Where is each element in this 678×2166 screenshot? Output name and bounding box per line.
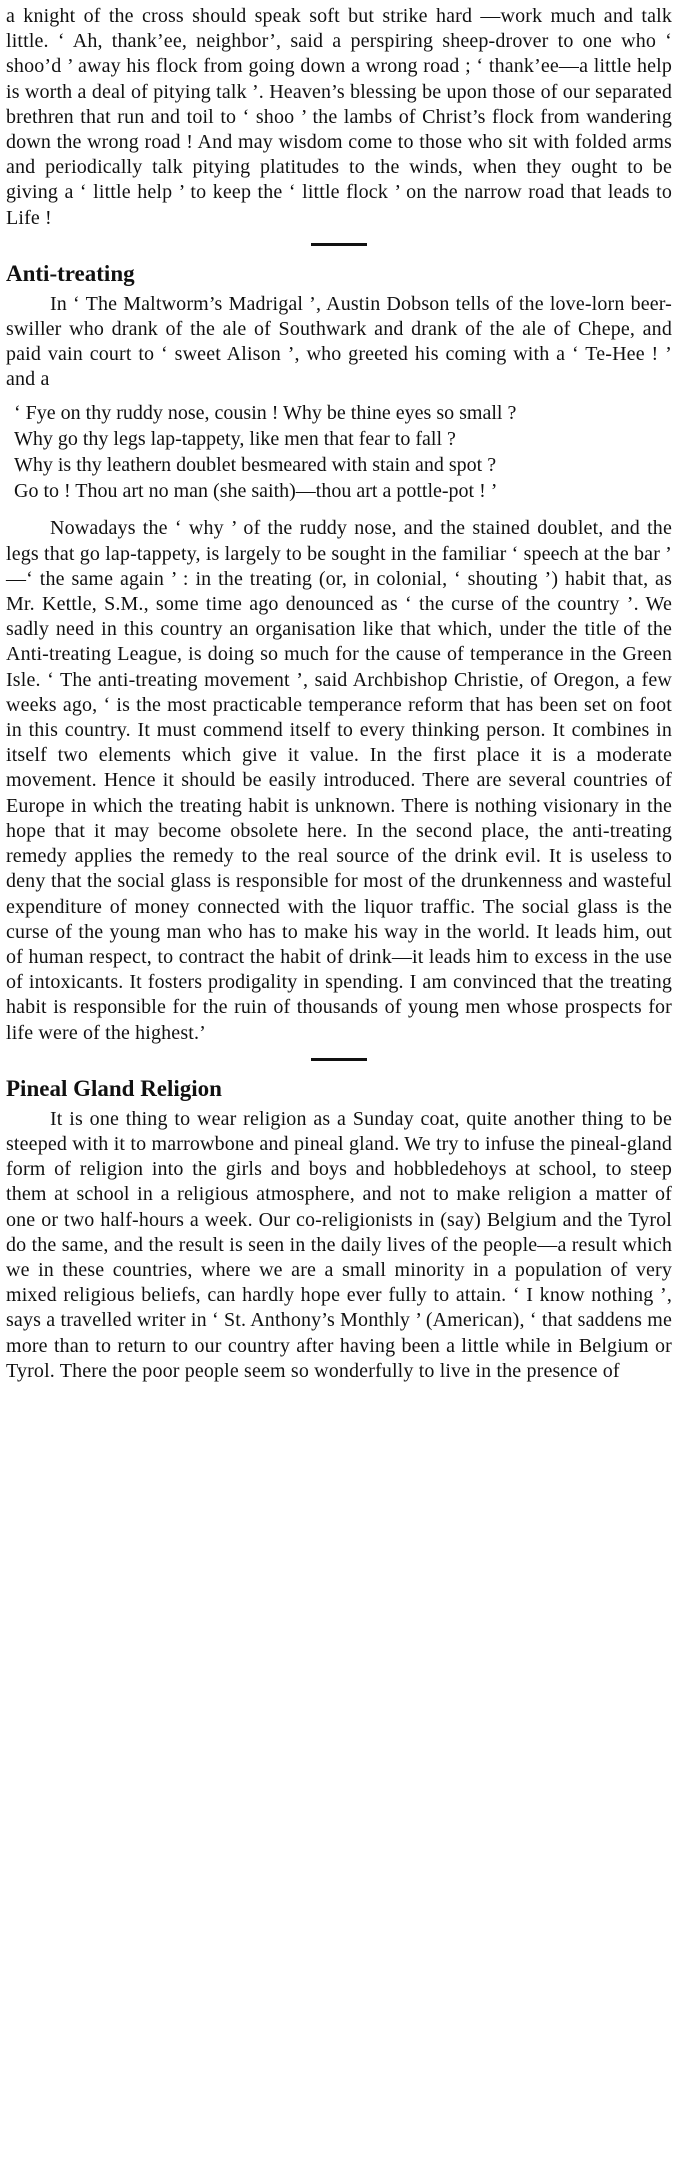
madrigal-verse — [6, 401, 672, 505]
newspaper-column — [6, 4, 672, 1384]
verse-line: ‘ Fye on thy ruddy nose, cousin ! Why be thine eyes so small ? — [14, 401, 517, 424]
section-divider — [311, 1058, 367, 1061]
verse-line: Why is thy leathern doublet besmeared with stain and spot ? — [14, 454, 497, 477]
verse-line: Why go thy legs lap-tappety, like men that fear to fall ? — [14, 427, 456, 450]
anti-treating-body: Nowadays the ‘ why ’ of the ruddy nose, and the stained doublet, and the legs that go lap-tappety, is largely to be sought in the familiar ‘ speech at the bar ’ —‘ the same again ’ : in the treating (or, in colonial, ‘ shouting ’) habit that, as Mr. Kettle, S.M., some time ago denounced as ‘ the curse of the country ’. We sadly need in this country an organisation like that which, under the title of the Anti-treating League, is doing so much for the cause of temperance in the Green Isle. ‘ The anti-treating movement ’, said Archbishop Christie, of Oregon, a few weeks ago, ‘ is the most practicable temperance reform that has been set on foot in this country. It must commend itself to every thinking person. It combines in itself two elements which give it value. In the first place it is a moderate movement. Hence it should be easily introduced. There are several countries of Europe in which the treating habit is unknown. There is nothing visionary in the hope that it may become obsolete here. In the second place, the anti-treating remedy applies the remedy to the real source of the drink evil. It is useless to deny that the social glass is responsible for most of the drunkenness and wasteful expenditure of money connected with the liquor traffic. The social glass is the curse of the young man who has to make his way in the world. It leads him, out of human respect, to contract the habit of drink—it leads him to excess in the use of intoxicants. It fosters prodigality in spending. I am convinced that the treating habit is responsible for the ruin of thousands of young men whose prospects for life were of the highest.’ — [6, 517, 672, 1044]
anti-treating-heading: Anti-treating — [6, 260, 135, 286]
verse-line: Go to ! Thou art no man (she saith)—thou art a pottle-pot ! ’ — [14, 480, 498, 503]
intro-paragraph: a knight of the cross should speak soft but strike hard —work much and talk little. ‘ Ah, thank’ee, neighbor’, said a perspiring sheep-drover to one who ‘ shoo’d ’ away his flock from going down a wrong road ; ‘ thank’ee—a little help is worth a deal of pitying talk ’. Heaven’s blessing be upon those of our separated brethren that run and toil to ‘ shoo ’ the lambs of Christ’s flock from wandering down the wrong road ! And may wisdom come to those who sit with folded arms and periodically talk pitying platitudes to the winds, when they ought to be giving a ‘ little help ’ to keep the ‘ little flock ’ on the narrow road that leads to Life ! — [6, 5, 672, 229]
pineal-gland-body: It is one thing to wear religion as a Sunday coat, quite another thing to be steeped with it to marrowbone and pineal gland. We try to infuse the pineal-gland form of religion into the girls and boys and hobbledehoys at school, to steep them at school in a religious atmosphere, and not to make religion a matter of one or two half-hours a week. Our co-religionists in (say) Belgium and the Tyrol do the same, and the result is seen in the daily lives of the people—a result which we in these countries, where we are a small minority in a population of very mixed religious beliefs, can hardly hope ever fully to attain. ‘ I know nothing ’, says a travelled writer in ‘ St. Anthony’s Monthly ’ (American), ‘ that saddens me more than to return to our country after having been a little while in Belgium or Tyrol. There the poor people seem so wonderfully to live in the presence of — [6, 1107, 672, 1382]
section-divider — [311, 243, 367, 246]
anti-treating-intro: In ‘ The Maltworm’s Madrigal ’, Austin Dobson tells of the love-lorn beer-swiller who drank of the ale of Southwark and drank of the ale of Chepe, and paid vain court to ‘ sweet Alison ’, who greeted his coming with a ‘ Te-Hee ! ’ and a — [6, 292, 672, 391]
pineal-gland-heading: Pineal Gland Religion — [6, 1075, 222, 1101]
